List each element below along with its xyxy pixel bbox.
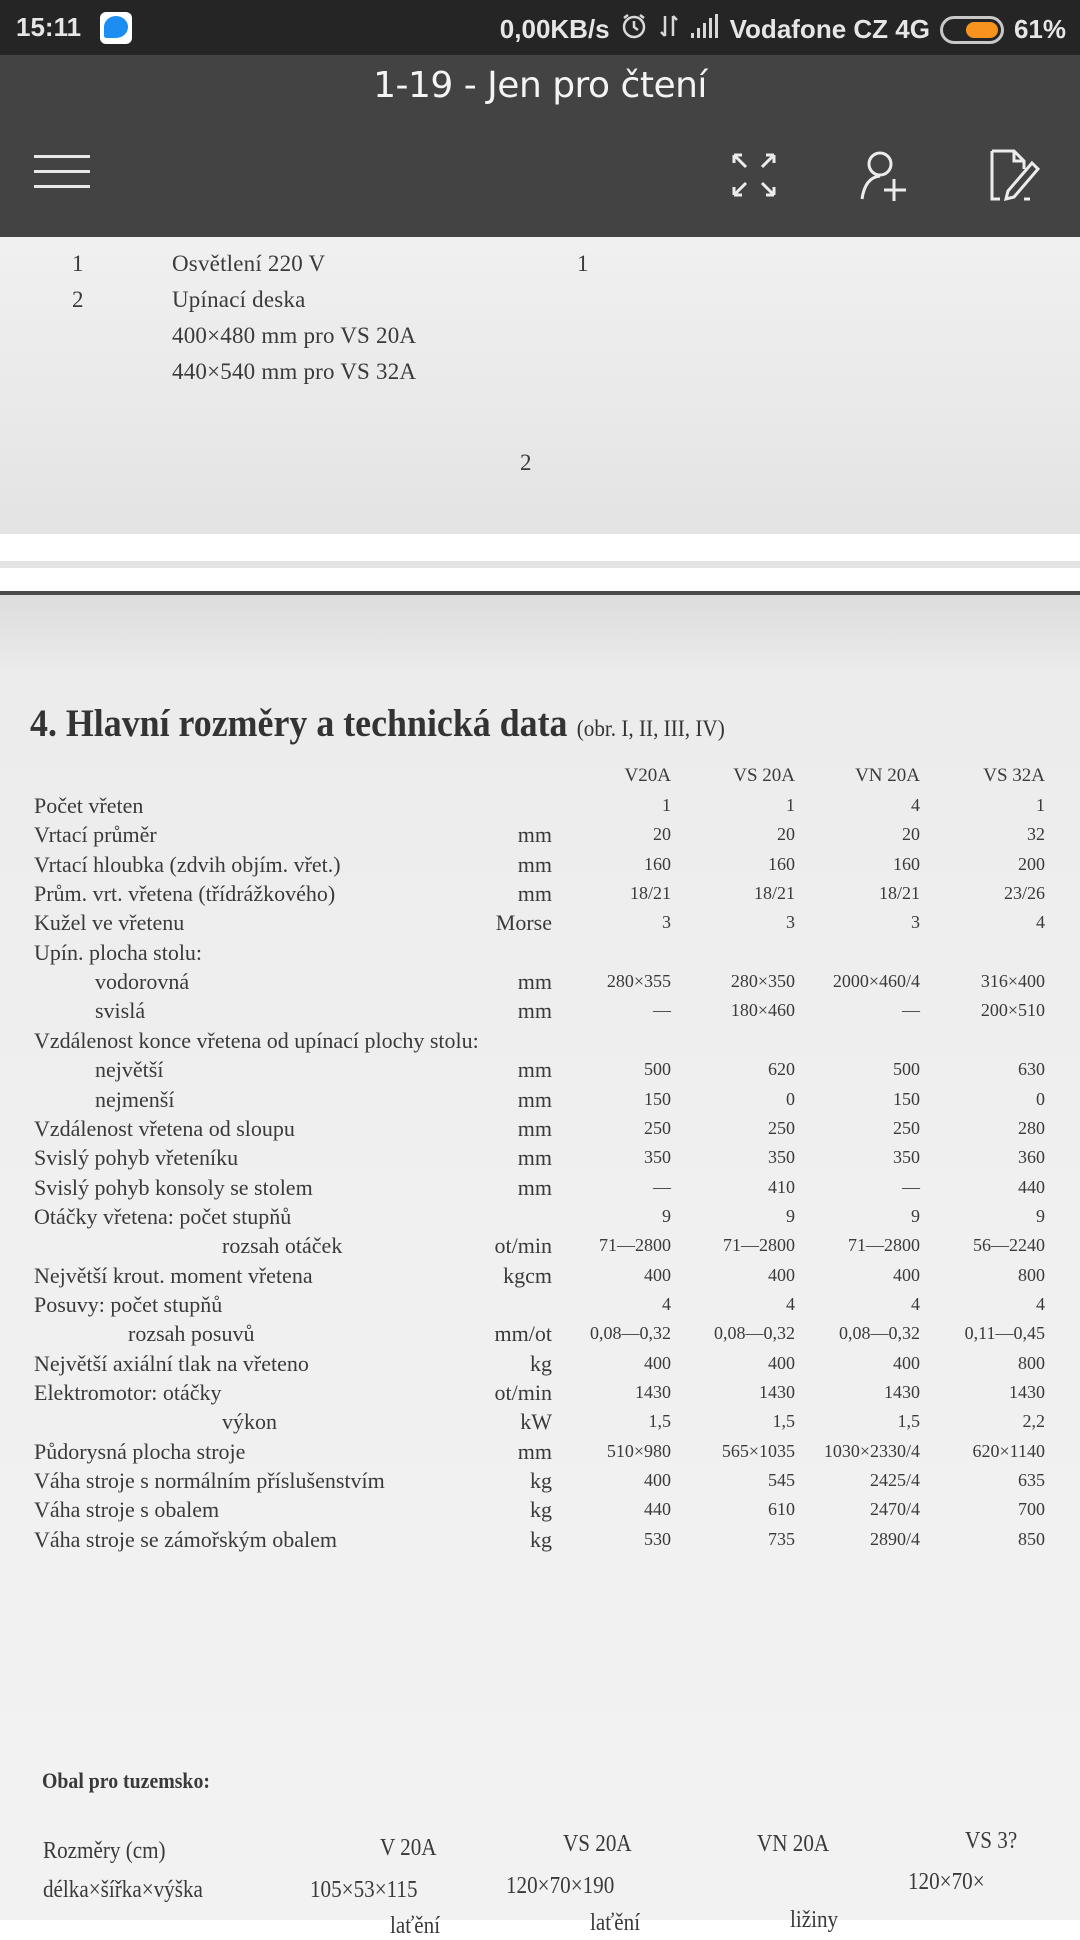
packaging-column-header: VS 20A xyxy=(563,1831,632,1857)
row-unit: mm xyxy=(517,1086,552,1112)
row-value: 56—2240 xyxy=(973,1235,1045,1256)
row-value: 3 xyxy=(662,912,671,933)
table-row xyxy=(0,1468,1080,1497)
row-value: 620 xyxy=(768,1059,795,1080)
table-row xyxy=(0,1380,1080,1409)
row-value: 9 xyxy=(662,1205,671,1226)
table-row xyxy=(0,1263,1080,1292)
table-row xyxy=(0,1292,1080,1321)
fullscreen-button[interactable] xyxy=(726,147,782,203)
table-row xyxy=(0,1409,1080,1438)
list-item-number: 1 xyxy=(72,251,84,276)
row-value: 0 xyxy=(786,1088,795,1109)
row-unit: mm xyxy=(517,1057,552,1083)
row-value: 316×400 xyxy=(980,971,1045,992)
list-item-text: Osvětlení 220 V xyxy=(172,251,326,276)
row-value: 250 xyxy=(768,1117,795,1138)
hamburger-menu-icon[interactable] xyxy=(34,155,90,189)
row-value: 800 xyxy=(1018,1264,1045,1285)
table-row xyxy=(0,1497,1080,1526)
row-value: 250 xyxy=(893,1117,920,1138)
row-value: — xyxy=(653,1176,671,1197)
row-value: 510×980 xyxy=(606,1440,671,1461)
battery-fill xyxy=(966,22,998,38)
row-unit: kgcm xyxy=(503,1262,552,1288)
signal-icon xyxy=(690,13,720,46)
row-label: výkon xyxy=(222,1409,277,1435)
row-value: 9 xyxy=(786,1205,795,1226)
row-label: rozsah otáček xyxy=(222,1233,343,1259)
row-value: 4 xyxy=(1036,912,1045,933)
row-value: 3 xyxy=(786,912,795,933)
row-value: 400 xyxy=(644,1352,671,1373)
packaging-partial: laťění xyxy=(390,1913,441,1939)
row-value: 2425/4 xyxy=(869,1470,920,1491)
row-value: 350 xyxy=(768,1147,795,1168)
row-value: 160 xyxy=(644,853,671,874)
table-row xyxy=(0,1351,1080,1380)
messenger-icon xyxy=(100,12,132,44)
row-label: rozsah posuvů xyxy=(128,1321,255,1347)
row-value: 620×1140 xyxy=(972,1440,1045,1461)
row-value: 160 xyxy=(893,853,920,874)
section-subtitle: (obr. I, II, III, IV) xyxy=(576,716,725,741)
packaging-dims-value: 120×70×190 xyxy=(506,1873,615,1899)
row-label: Největší krout. moment vřetena xyxy=(34,1262,313,1288)
table-row xyxy=(0,1527,1080,1556)
row-value: 20 xyxy=(777,824,795,845)
row-value: 700 xyxy=(1018,1499,1045,1520)
packaging-dims-value: 120×70× xyxy=(908,1869,985,1895)
packaging-partial: ližiny xyxy=(790,1907,839,1933)
row-label: Vrtací průměr xyxy=(34,822,157,848)
section-title-text: 4. Hlavní rozměry a technická data xyxy=(30,702,568,745)
row-value: 4 xyxy=(911,1293,920,1314)
row-unit: kg xyxy=(530,1468,552,1494)
row-value: 150 xyxy=(893,1088,920,1109)
row-value: 4 xyxy=(911,795,920,815)
row-value: 1030×2330/4 xyxy=(823,1440,920,1461)
packaging-dims-value: 105×53×115 xyxy=(310,1877,418,1903)
row-label: Počet vřeten xyxy=(34,793,144,818)
row-value: 2000×460/4 xyxy=(832,971,920,992)
row-value: 440 xyxy=(1018,1176,1045,1197)
page-separator xyxy=(0,561,1080,568)
row-value: 4 xyxy=(1036,1293,1045,1314)
row-value: 1430 xyxy=(635,1382,671,1402)
row-value: 850 xyxy=(1018,1528,1045,1549)
row-value: 360 xyxy=(1018,1147,1045,1168)
row-label: Elektromotor: otáčky xyxy=(34,1380,222,1405)
row-label: Vrtací hloubka (zdvih objím. vřet.) xyxy=(34,851,341,877)
row-unit: mm xyxy=(517,851,552,877)
row-value: 800 xyxy=(1018,1352,1045,1373)
table-row xyxy=(0,881,1080,910)
table-row xyxy=(0,1145,1080,1174)
row-value: 1430 xyxy=(759,1382,795,1402)
row-label: největší xyxy=(95,1057,164,1083)
row-value: 71—2800 xyxy=(599,1235,671,1256)
row-label: Posuvy: počet stupňů xyxy=(34,1291,223,1317)
table-row xyxy=(0,969,1080,998)
row-unit: kg xyxy=(530,1350,552,1376)
row-value: 1 xyxy=(662,795,671,815)
row-value: — xyxy=(902,1000,920,1021)
row-value: 20 xyxy=(653,824,671,845)
list-item-text: 440×540 mm pro VS 32A xyxy=(172,359,417,384)
row-unit: mm xyxy=(517,969,552,995)
page-number: 2 xyxy=(520,450,532,475)
row-label: Svislý pohyb vřeteníku xyxy=(34,1145,239,1171)
packaging-partial: laťění xyxy=(590,1910,641,1936)
row-value: 1 xyxy=(1036,795,1045,815)
row-value: 18/21 xyxy=(878,883,920,904)
row-value: 0,08—0,32 xyxy=(839,1323,920,1344)
row-value: 3 xyxy=(911,912,920,933)
row-unit: mm xyxy=(517,822,552,848)
row-value: 280×355 xyxy=(606,971,671,992)
row-value: 545 xyxy=(768,1470,795,1491)
row-value: 0,08—0,32 xyxy=(714,1323,795,1344)
row-unit: mm xyxy=(517,998,552,1024)
row-value: 2,2 xyxy=(1022,1411,1045,1432)
data-transfer-icon xyxy=(658,12,680,47)
row-value: — xyxy=(902,1176,920,1197)
table-row xyxy=(0,940,1080,969)
row-value: 1,5 xyxy=(648,1411,671,1432)
table-row xyxy=(0,1057,1080,1086)
row-value: 1430 xyxy=(1009,1382,1045,1402)
row-unit: mm xyxy=(517,1115,552,1141)
row-value: 440 xyxy=(644,1499,671,1520)
row-value: 350 xyxy=(893,1147,920,1168)
row-label: Upín. plocha stolu: xyxy=(34,939,203,965)
row-value: 530 xyxy=(644,1528,671,1549)
row-unit: kW xyxy=(520,1409,552,1435)
table-row xyxy=(0,1087,1080,1116)
row-value: 400 xyxy=(893,1264,920,1285)
row-value: 500 xyxy=(644,1059,671,1080)
row-value: 250 xyxy=(644,1117,671,1138)
row-value: 18/21 xyxy=(753,883,795,904)
table-row xyxy=(0,793,1080,822)
row-label: Půdorysná plocha stroje xyxy=(34,1438,246,1464)
row-value: 160 xyxy=(768,853,795,874)
row-value: 280 xyxy=(1018,1117,1045,1138)
row-value: 565×1035 xyxy=(721,1440,795,1461)
row-label: Vzdálenost konce vřetena od upínací plochy stolu: xyxy=(34,1027,479,1053)
row-value: 1 xyxy=(786,795,795,815)
row-label: nejmenší xyxy=(95,1086,175,1112)
row-value: 71—2800 xyxy=(723,1235,795,1256)
packaging-column-header: V 20A xyxy=(380,1835,437,1861)
row-unit: ot/min xyxy=(494,1233,552,1259)
row-unit: mm xyxy=(517,1438,552,1464)
network-speed: 0,00KB/s xyxy=(499,14,610,44)
packaging-dims-label: délka×šířka×výška xyxy=(43,1877,203,1903)
table-row xyxy=(0,822,1080,851)
row-unit: mm xyxy=(517,1174,552,1200)
row-label: Váha stroje s normálním příslušenstvím xyxy=(34,1468,385,1494)
row-value: 400 xyxy=(768,1352,795,1373)
table-row xyxy=(0,1175,1080,1204)
row-value: 0,11—0,45 xyxy=(964,1323,1045,1344)
section-title xyxy=(30,701,725,746)
row-label: svislá xyxy=(95,998,146,1024)
row-value: 1,5 xyxy=(772,1411,795,1432)
row-value: 610 xyxy=(768,1499,795,1520)
row-value: 23/26 xyxy=(1003,883,1045,904)
table-row xyxy=(0,852,1080,881)
packaging-title: Obal pro tuzemsko: xyxy=(42,1768,210,1793)
row-value: 18/21 xyxy=(629,883,671,904)
row-value: 280×350 xyxy=(730,971,795,992)
table-row xyxy=(0,1233,1080,1262)
row-value: 500 xyxy=(893,1059,920,1080)
row-value: 2470/4 xyxy=(869,1499,920,1520)
row-value: 200 xyxy=(1018,853,1045,874)
row-value: 0 xyxy=(1036,1088,1045,1109)
expand-icon xyxy=(726,147,782,203)
table-row xyxy=(0,910,1080,939)
row-value: 410 xyxy=(768,1176,795,1197)
row-value: 0,08—0,32 xyxy=(590,1323,671,1344)
row-value: 400 xyxy=(768,1264,795,1285)
document-page-1 xyxy=(0,237,1080,534)
row-unit: ot/min xyxy=(494,1380,552,1405)
battery-percent: 61% xyxy=(1013,14,1066,44)
row-value: 400 xyxy=(644,1264,671,1285)
row-label: vodorovná xyxy=(95,969,190,995)
list-item-text: 400×480 mm pro VS 20A xyxy=(172,323,417,348)
list-item-number: 2 xyxy=(72,287,84,312)
row-unit: mm/ot xyxy=(494,1321,552,1347)
row-value: 32 xyxy=(1027,824,1045,845)
row-value: 1,5 xyxy=(897,1411,920,1432)
status-time: 15:11 xyxy=(16,12,82,42)
row-value: 180×460 xyxy=(730,1000,795,1021)
row-value: 735 xyxy=(768,1528,795,1549)
row-value: 2890/4 xyxy=(869,1528,920,1549)
row-value: 1430 xyxy=(884,1382,920,1402)
alarm-icon xyxy=(620,12,648,47)
row-value: 9 xyxy=(911,1205,920,1226)
row-value: 4 xyxy=(662,1293,671,1314)
row-label: Otáčky vřetena: počet stupňů xyxy=(34,1203,292,1229)
row-value: 71—2800 xyxy=(848,1235,920,1256)
row-label: Prům. vrt. vřetena (třídrážkového) xyxy=(34,881,336,907)
column-header: VN 20A xyxy=(855,765,920,786)
battery-icon xyxy=(940,16,1004,44)
document-title: 1-19 - Jen pro čtení xyxy=(373,65,707,106)
app-bar xyxy=(0,55,1080,237)
row-label: Svislý pohyb konsoly se stolem xyxy=(34,1174,313,1200)
table-row xyxy=(0,1204,1080,1233)
column-header: VS 32A xyxy=(983,765,1045,786)
row-label: Váha stroje se zámořským obalem xyxy=(34,1526,338,1552)
document-page-2 xyxy=(0,591,1080,1939)
status-right xyxy=(500,12,1066,47)
row-value: 630 xyxy=(1018,1059,1045,1080)
row-unit: kg xyxy=(530,1526,552,1552)
status-bar xyxy=(0,0,1080,55)
packaging-column-header: VS 3? xyxy=(965,1828,1018,1854)
row-label: Kužel ve vřetenu xyxy=(34,910,185,936)
table-row xyxy=(0,998,1080,1027)
row-value: 350 xyxy=(644,1147,671,1168)
share-button[interactable] xyxy=(856,147,912,203)
row-label: Váha stroje s obalem xyxy=(34,1497,220,1523)
row-unit: mm xyxy=(517,1145,552,1171)
row-value: 200×510 xyxy=(980,1000,1045,1021)
row-value: — xyxy=(653,1000,671,1021)
column-header: V20A xyxy=(624,765,671,786)
carrier-name: Vodafone CZ 4G xyxy=(729,14,930,44)
table-row xyxy=(0,1116,1080,1145)
row-value: 400 xyxy=(893,1352,920,1373)
table-row xyxy=(0,1028,1080,1057)
row-value: 400 xyxy=(644,1470,671,1491)
row-value: 635 xyxy=(1018,1470,1045,1491)
edit-button[interactable] xyxy=(986,147,1042,203)
row-label: Největší axiální tlak na vřeteno xyxy=(34,1350,309,1376)
edit-document-icon xyxy=(986,147,1042,203)
row-unit: mm xyxy=(517,881,552,907)
row-unit: Morse xyxy=(495,910,552,936)
table-row xyxy=(0,1439,1080,1468)
row-label: Vzdálenost vřetena od sloupu xyxy=(34,1115,295,1141)
row-unit: kg xyxy=(530,1497,552,1523)
table-row xyxy=(0,1321,1080,1350)
row-value: 20 xyxy=(902,824,920,845)
list-item-text: Upínací deska xyxy=(172,287,306,312)
add-person-icon xyxy=(856,147,912,203)
list-item-qty: 1 xyxy=(577,251,589,276)
column-header: VS 20A xyxy=(733,765,795,786)
row-value: 4 xyxy=(786,1293,795,1314)
row-value: 150 xyxy=(644,1088,671,1109)
packaging-column-header: VN 20A xyxy=(757,1831,830,1857)
packaging-header-label: Rozměry (cm) xyxy=(43,1838,166,1864)
row-value: 9 xyxy=(1036,1205,1045,1226)
